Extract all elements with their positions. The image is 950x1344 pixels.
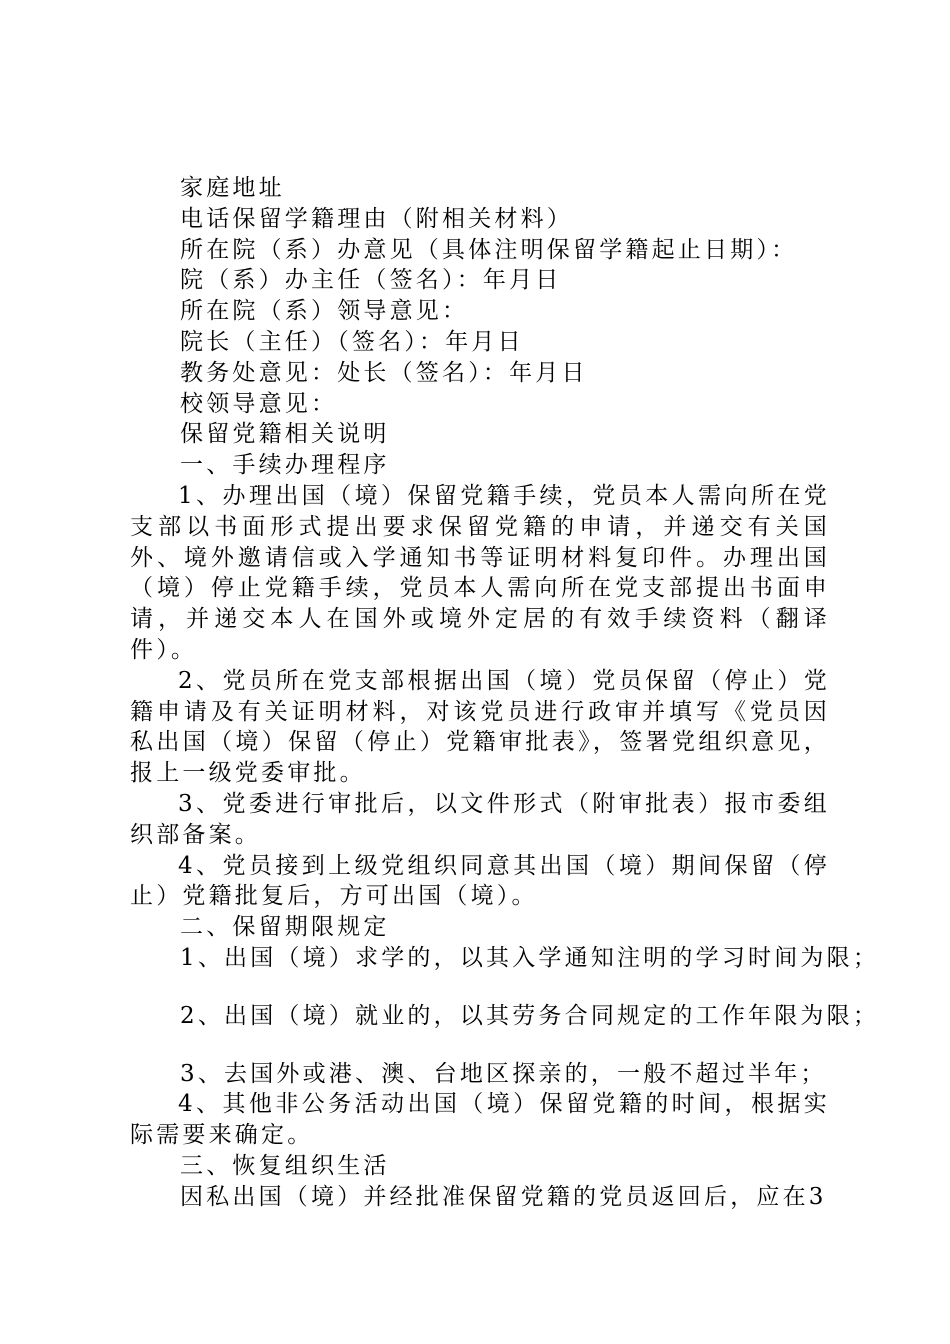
procedure-step-1: 1、办理出国（境）保留党籍手续，党员本人需向所在党支部以书面形式提出要求保留党籍的申请，并递交有关国外、境外邀请信或入学通知书等证明材料复印件。办理出国（境）停止党籍手续，党员本人需向所在党支部提出书面申请，并递交本人在国外或境外定居的有效手续资料（翻译件）。 xyxy=(130,482,830,663)
field-dean-signature: 院长（主任）（签名）：年月日 xyxy=(180,328,524,355)
heading-procedure: 一、手续办理程序 xyxy=(180,452,390,479)
procedure-step-4: 4、党员接到上级党组织同意其出国（境）期间保留（停止）党籍批复后，方可出国（境）。 xyxy=(130,852,830,910)
heading-restore-activities: 三、恢复组织生活 xyxy=(180,1152,390,1179)
field-academic-affairs-opinion: 教务处意见：处长（签名）：年月日 xyxy=(180,359,588,386)
procedure-step-2: 2、党员所在党支部根据出国（境）党员保留（停止）党籍申请及有关证明材料，对该党员进行政审并填写《党员因私出国（境）保留（停止）党籍审批表》，签署党组织意见，报上一级党委审批。 xyxy=(130,667,830,787)
procedure-step-3: 3、党委进行审批后，以文件形式（附审批表）报市委组织部备案。 xyxy=(130,790,830,848)
field-department-office-opinion: 所在院（系）办意见（具体注明保留学籍起止日期）： xyxy=(180,236,798,263)
field-office-director-signature: 院（系）办主任（签名）：年月日 xyxy=(180,267,562,294)
field-school-leader-opinion: 校领导意见： xyxy=(180,390,338,417)
retention-rule-4: 4、其他非公务活动出国（境）保留党籍的时间，根据实际需要来确定。 xyxy=(130,1091,830,1149)
document-body xyxy=(130,173,880,1213)
heading-retention-period: 二、保留期限规定 xyxy=(180,914,390,941)
field-department-leader-opinion: 所在院（系）领导意见： xyxy=(180,298,469,325)
retention-rule-1: 1、出国（境）求学的，以其入学通知注明的学习时间为限； xyxy=(180,944,880,971)
field-home-address: 家庭地址 xyxy=(180,175,285,201)
retention-rule-2: 2、出国（境）就业的，以其劳务合同规定的工作年限为限； xyxy=(180,1002,880,1029)
field-phone-reason: 电话保留学籍理由（附相关材料） xyxy=(180,205,573,232)
retention-rule-3: 3、去国外或港、澳、台地区探亲的，一般不超过半年； xyxy=(180,1060,827,1087)
restore-paragraph: 因私出国（境）并经批准保留党籍的党员返回后，应在3 xyxy=(180,1183,827,1210)
section-title: 保留党籍相关说明 xyxy=(180,421,390,448)
